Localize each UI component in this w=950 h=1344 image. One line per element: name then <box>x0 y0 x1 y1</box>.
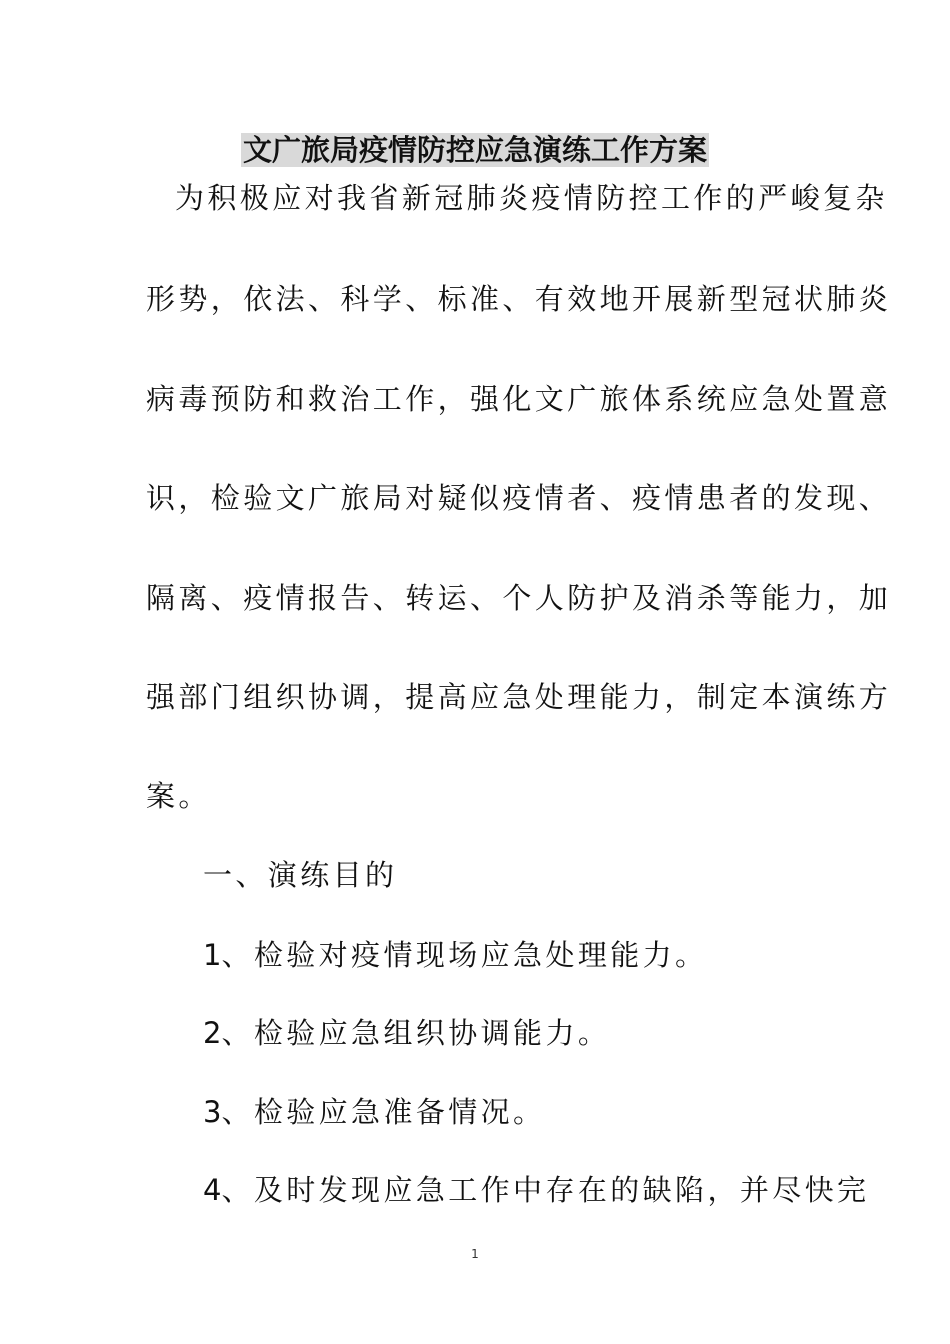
list-item-number: 1 <box>203 938 222 972</box>
list-item <box>203 1170 883 1210</box>
paragraph-line: 为积极应对我省新冠肺炎疫情防控工作的严峻复杂 <box>175 181 888 215</box>
page-number: 1 <box>471 1247 479 1261</box>
paragraph-line: 形势，依法、科学、标准、有效地开展新型冠状肺炎 <box>146 282 892 316</box>
list-item-text: 、检验应急组织协调能力。 <box>221 1016 611 1050</box>
list-item <box>203 1092 883 1132</box>
document-title <box>0 130 950 170</box>
section-heading: 一、演练目的 <box>203 858 398 892</box>
title-text: 文广旅局疫情防控应急演练工作方案 <box>242 133 707 167</box>
paragraph-line: 识，检验文广旅局对疑似疫情者、疫情患者的发现、 <box>146 481 892 515</box>
list-item-text: 、及时发现应急工作中存在的缺陷，并尽快完 <box>221 1173 870 1207</box>
list-item <box>203 1013 883 1053</box>
list-item-text: 、检验应急准备情况。 <box>221 1095 546 1129</box>
list-item <box>203 935 883 975</box>
paragraph-line: 病毒预防和救治工作，强化文广旅体系统应急处置意 <box>146 382 892 416</box>
paragraph-line: 案。 <box>146 779 211 813</box>
paragraph-line: 强部门组织协调，提高应急处理能力，制定本演练方 <box>146 680 892 714</box>
list-item-number: 3 <box>203 1095 222 1129</box>
list-item-text: 、检验对疫情现场应急处理能力。 <box>221 938 708 972</box>
list-item-number: 4 <box>203 1173 222 1207</box>
paragraph-line: 隔离、疫情报告、转运、个人防护及消杀等能力，加 <box>146 581 892 615</box>
list-item-number: 2 <box>203 1016 222 1050</box>
